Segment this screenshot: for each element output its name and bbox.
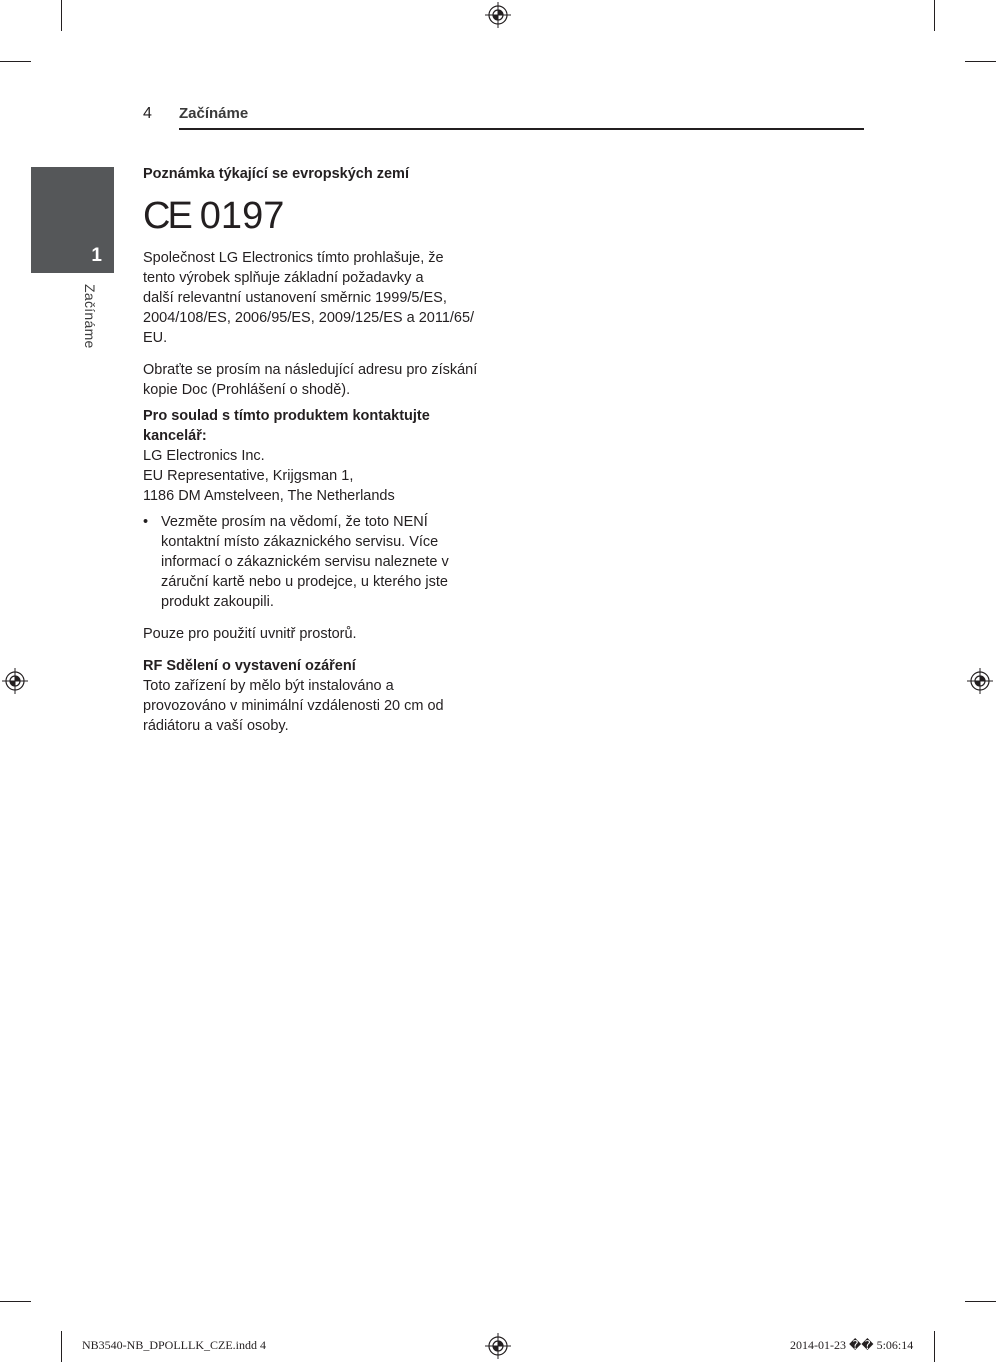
- list-item: [143, 512, 488, 612]
- text-line: kopie Doc (Prohlášení o shodě).: [143, 382, 351, 398]
- text-line: tento výrobek splňuje základní požadavky a: [143, 270, 424, 286]
- registration-mark-icon: [2, 668, 28, 694]
- ce-notified-body-number: 0197: [199, 195, 285, 237]
- registration-mark-icon: [967, 668, 993, 694]
- crop-mark: [61, 0, 62, 31]
- text-line: Vezměte prosím na vědomí, že toto NENÍ: [161, 514, 428, 530]
- text-line: Pro soulad s tímto produktem kontaktujte: [143, 408, 430, 424]
- registration-mark-icon: [485, 2, 511, 28]
- page-number: 4: [143, 105, 152, 122]
- text-line: 2004/108/ES, 2006/95/ES, 2009/125/ES a 2011/65/: [143, 310, 475, 326]
- text-line: produkt zakoupili.: [161, 594, 274, 610]
- bullet-icon: •: [143, 514, 149, 530]
- heading-rf-exposure: RF Sdělení o vystavení ozáření: [143, 658, 356, 674]
- crop-mark: [61, 1331, 62, 1362]
- crop-mark: [965, 61, 996, 62]
- doc-request-paragraph: [143, 360, 488, 400]
- text-line: kancelář:: [143, 428, 207, 444]
- text-line: Toto zařízení by mělo být instalováno a: [143, 678, 394, 694]
- text-line: 1186 DM Amstelveen, The Netherlands: [143, 488, 395, 504]
- text-line: kontaktní místo zákaznického servisu. Více: [161, 534, 439, 550]
- footer-timestamp: 2014-01-23 �� 5:06:14: [790, 1338, 914, 1352]
- chapter-tab: [31, 167, 114, 273]
- chapter-side-label: Začínáme: [82, 284, 98, 349]
- footer-file-info: NB3540-NB_DPOLLLK_CZE.indd 4: [82, 1338, 266, 1352]
- crop-mark: [965, 1301, 996, 1302]
- text-line: informací o zákaznickém servisu naleznete v: [161, 554, 449, 570]
- declaration-paragraph: [143, 248, 488, 348]
- rf-exposure-paragraph: [143, 676, 488, 736]
- text-line: EU Representative, Krijgsman 1,: [143, 468, 354, 484]
- ce-marking: [143, 194, 488, 238]
- text-line: LG Electronics Inc.: [143, 448, 265, 464]
- header-divider: [179, 128, 864, 130]
- text-line: EU.: [143, 330, 168, 346]
- crop-mark: [934, 1331, 935, 1362]
- text-line: provozováno v minimální vzdálenosti 20 cm od: [143, 698, 444, 714]
- registration-mark-icon: [485, 1333, 511, 1359]
- text-line: rádiátoru a vaší osoby.: [143, 718, 289, 734]
- address-block: [143, 446, 488, 506]
- crop-mark: [934, 0, 935, 31]
- section-title: Začínáme: [179, 105, 249, 122]
- main-content: [143, 164, 488, 736]
- crop-mark: [0, 1301, 31, 1302]
- text-line: Obraťte se prosím na následující adresu pro získání: [143, 362, 478, 378]
- crop-mark: [0, 61, 31, 62]
- text-line: záruční kartě nebo u prodejce, u kterého jste: [161, 574, 448, 590]
- bullet-text: [161, 512, 488, 612]
- heading-contact-office: [143, 406, 488, 446]
- ce-mark-icon: CE: [143, 195, 190, 237]
- text-line: Společnost LG Electronics tímto prohlašuje, že: [143, 250, 444, 266]
- indoor-use-note: Pouze pro použití uvnitř prostorů.: [143, 626, 357, 642]
- chapter-number: 1: [91, 245, 102, 266]
- heading-european-note: Poznámka týkající se evropských zemí: [143, 166, 409, 182]
- text-line: další relevantní ustanovení směrnic 1999/5/ES,: [143, 290, 447, 306]
